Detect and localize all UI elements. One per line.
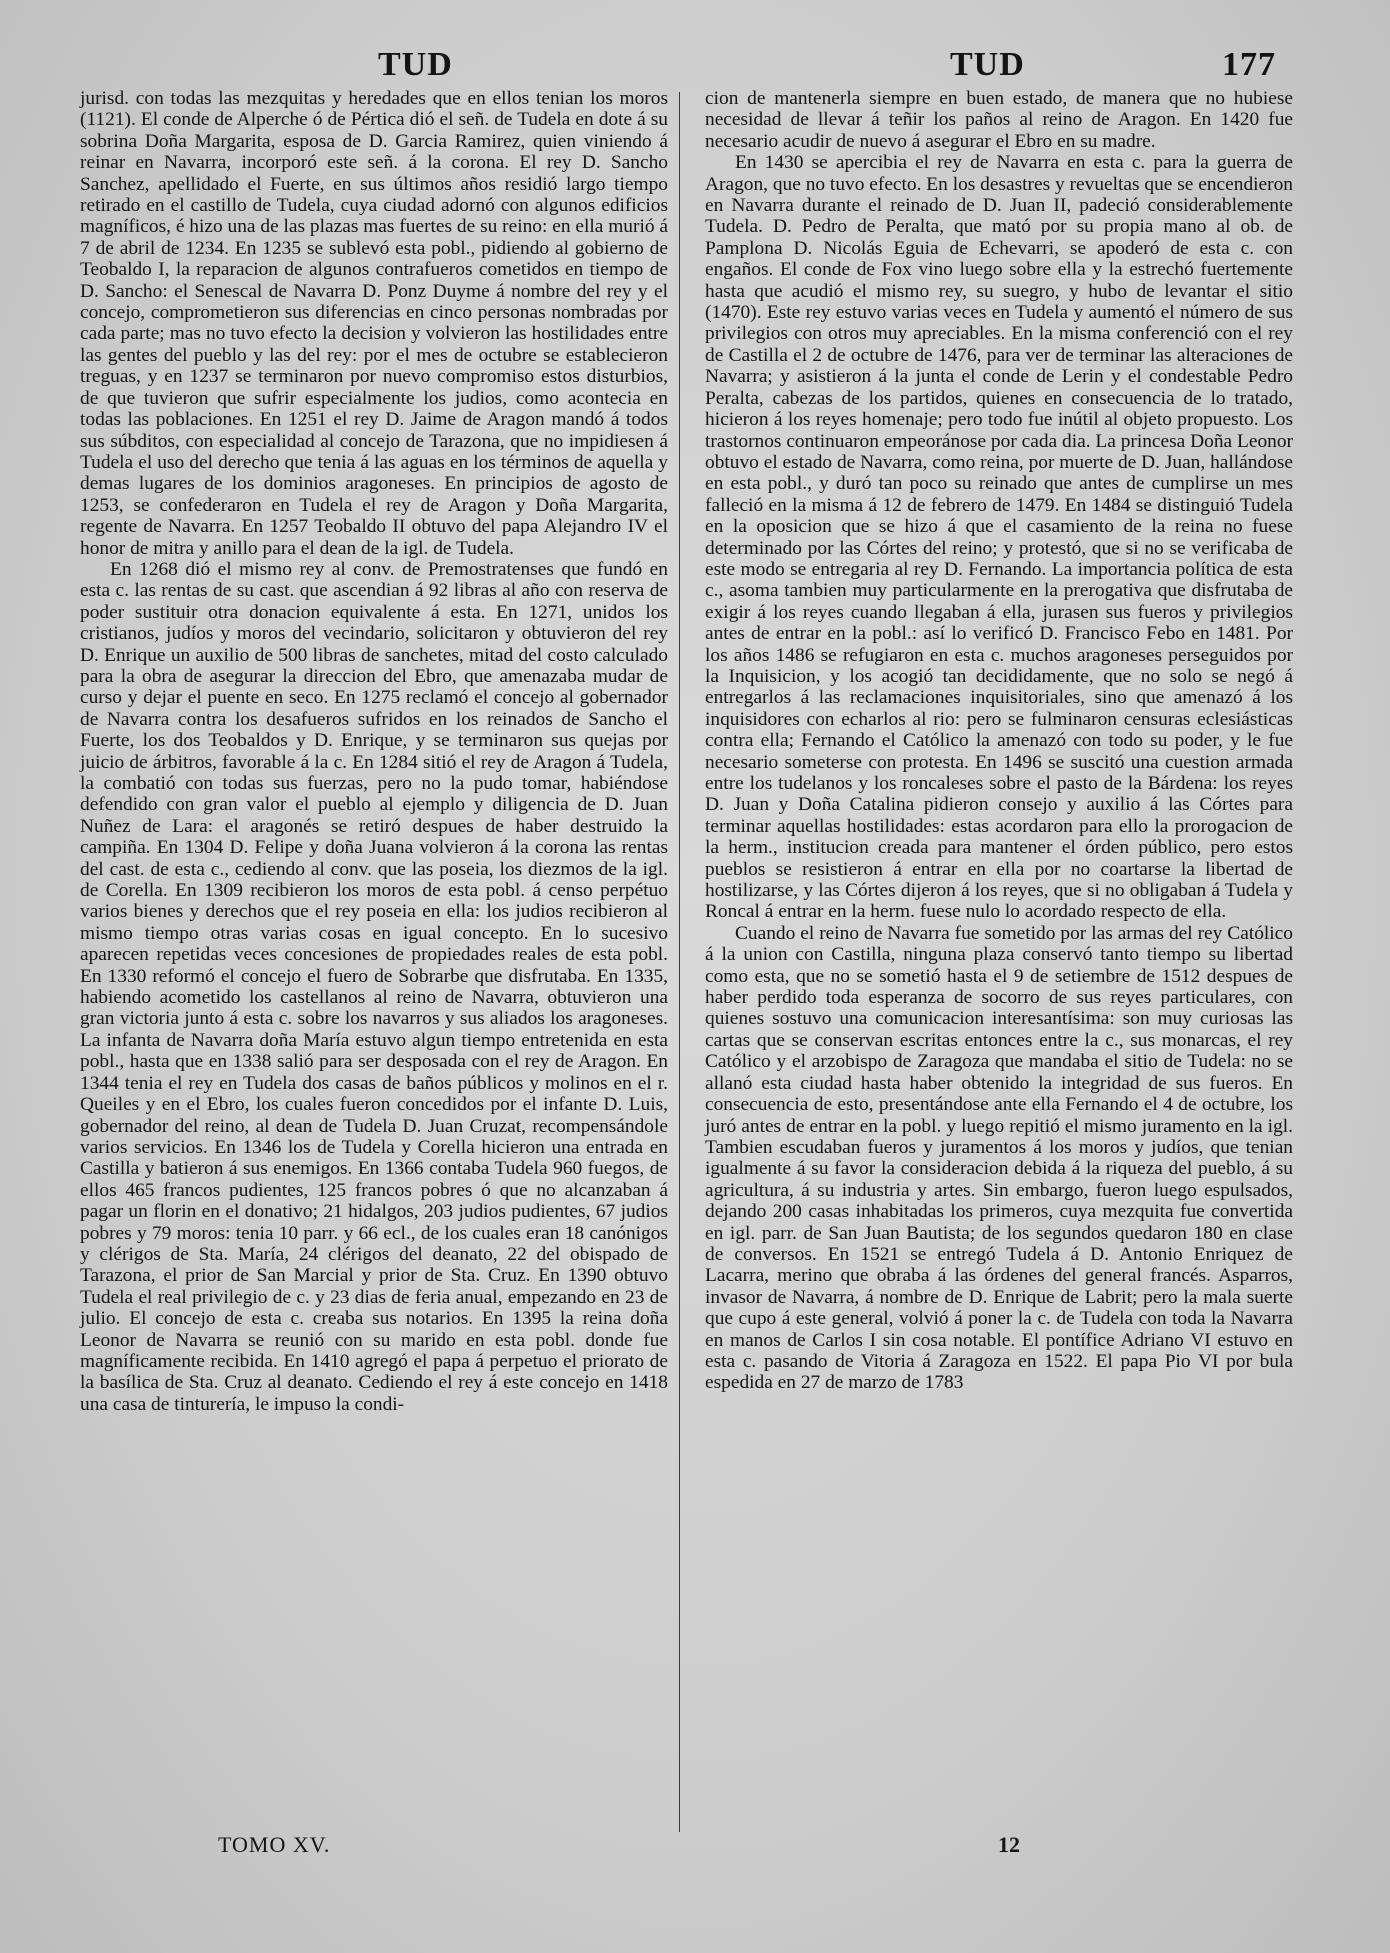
running-head-right: TUD bbox=[950, 46, 1025, 83]
right-text-column bbox=[705, 88, 1293, 1394]
page-number: 177 bbox=[1222, 46, 1276, 83]
paragraph: Cuando el reino de Navarra fue sometido por las armas del rey Católico á la union con Castilla, ninguna plaza conservó tanto tiempo su libertad como esta, que no se sometió hasta el 9 de setiembre de 1512 despues de haber perdido toda esperanza de socorro de sus reyes particulares, con quienes sostuvo una comunicacion interesantísima: son muy curiosas las cartas que se conservan escritas entonces entre la c., sus monarcas, el rey Católico y el arzobispo de Zaragoza que mandaba el sitio de Tudela: no se allanó esta ciudad hasta haber obtenido la integridad de sus fueros. En consecuencia de esto, presentándose ante ella Fernando el 4 de octubre, los juró antes de entrar en la pobl. y luego repitió el mismo juramento en la igl. Tambien escudaban fueros y juramentos á los moros y judíos, que tenian igualmente á su favor la consideracion debida á la riqueza del pueblo, á su agricultura, á su industria y artes. Sin embargo, fueron luego espulsados, dejando 200 casas inhabitadas los primeros, cuya mezquita fue convertida en igl. parr. de San Juan Bautista; de los segundos quedaron 180 en clase de conversos. En 1521 se entregó Tudela á D. Antonio Enriquez de Lacarra, merino que obraba á las órdenes del general francés. Asparros, invasor de Navarra, á nombre de D. Enrique de Labrit; pero la mala suerte que cupo á este general, volvió á poner la c. de Tudela con toda la Navarra en manos de Carlos I sin cosa notable. El pontífice Adriano VI estuvo en esta c. pasando de Vitoria á Zaragoza en 1522. El papa Pio VI por bula espedida en 27 de marzo de 1783 bbox=[705, 922, 1293, 1394]
column-divider bbox=[679, 92, 680, 1832]
paragraph: cion de mantenerla siempre en buen estado, de manera que no hubiese necesidad de llevar á teñir los paños al reino de Aragon. En 1420 fue necesario acudir de nuevo á asegurar el Ebro en su madre. bbox=[705, 88, 1293, 152]
paragraph: En 1430 se apercibia el rey de Navarra en esta c. para la guerra de Aragon, que no tuvo efecto. En los desastres y revueltas que se encendieron en Navarra durante el reinado de D. Juan II, padeció considerablemente Tudela. D. Pedro de Peralta, que mató por su propia mano al ob. de Pamplona D. Nicolás Eguia de Echevarri, se apoderó de esta c. con engaños. El conde de Fox vino luego sobre ella y la estrechó fuertemente hasta que acudió el mismo rey, su suegro, y hubo de levantar el sitio (1470). Este rey estuvo varias veces en Tudela y aumentó el número de sus privilegios con otros muy apreciables. En la misma conferenció con el rey de Castilla el 2 de octubre de 1476, para ver de terminar las alteraciones de Navarra; y asistieron á la junta el conde de Lerin y el condestable Pedro Peralta, cabezas de los partidos, quienes en consecuencia de lo tratado, hicieron á los reyes homenaje; pero todo fue inútil al objeto propuesto. Los trastornos continuaron empeoránose por cada dia. La princesa Doña Leonor obtuvo el estado de Navarra, como reina, por muerte de D. Juan, hallándose en esta pobl., y duró tan poco su reinado que antes de cumplirse un mes falleció en la misma á 12 de febrero de 1479. En 1484 se distinguió Tudela en la oposicion que se hizo á que el casamiento de la reina no fuese determinado por las Córtes del reino; y protestó, que si no se verificaba de este modo se entregaria al rey D. Fernando. La importancia política de esta c., asoma tambien muy particularmente en la prerogativa que disfrutaba de exigir á los reyes cuando llegaban á ella, jurasen sus fueros y privilegios antes de entrar en la pobl.: así lo verificó D. Francisco Febo en 1481. Por los años 1486 se refugiaron en esta c. muchos aragoneses perseguidos por la Inquisicion, y los acogió tan decididamente, que no solo se negó á entregarlos á las reclamaciones inquisitoriales, sino que amenazó á los inquisidores con echarlos al rio: pero se fulminaron censuras eclesiásticas contra ella; Fernando el Católico la amenazó con todo su poder, y le fue necesario someterse con protesta. En 1496 se suscitó una cuestion armada entre los tudelanos y los roncaleses sobre el pasto de la Bárdena: los reyes D. Juan y Doña Catalina pidieron consejo y auxilio á las Córtes para terminar aquellas hostilidades: estas acordaron para ello la prorogacion de la herm., institucion creada para mantener el órden público, pero estos pueblos se resistieron á entrar en ella por no coartarse la libertad de hostilizarse, y las Córtes dijeron á los reyes, que si no obligaban á Tudela y Roncal á entrar en la herm. fuese nulo lo acordado respecto de ella. bbox=[705, 152, 1293, 923]
signature-mark: 12 bbox=[998, 1832, 1020, 1857]
paragraph: En 1268 dió el mismo rey al conv. de Premostratenses que fundó en esta c. las rentas de su cast. que ascendian á 92 libras al año con reserva de poder sustituir otra donacion equivalente á esta. En 1271, unidos los cristianos, judíos y moros del vecindario, solicitaron y obtuvieron del rey D. Enrique un auxilio de 500 libras de sanchetes, mitad del costo calculado para la obra de asegurar la direccion del Ebro, que amenazaba mudar de curso y dejar el puente en seco. En 1275 reclamó el concejo al gobernador de Navarra contra los desafueros sufridos en los reinados de Sancho el Fuerte, los dos Teobaldos y D. Enrique, y se terminaron sus quejas por juicio de árbitros, favorable á la c. En 1284 sitió el rey de Aragon á Tudela, la combatió con todas sus fuerzas, pero no la pudo tomar, habiéndose defendido con gran valor el pueblo al ejemplo y diligencia de D. Juan Nuñez de Lara: el aragonés se retiró despues de haber destruido la campiña. En 1304 D. Felipe y doña Juana volvieron á la corona las rentas del cast. de esta c., cediendo al conv. que las poseia, los diezmos de la igl. de Corella. En 1309 recibieron los moros de esta pobl. á censo perpétuo varios bienes y derechos que el rey poseia en ella: los judios recibieron al mismo tiempo otras varias cosas en igual concepto. En lo sucesivo aparecen repetidas veces concesiones de propiedades reales de esta pobl. En 1330 reformó el concejo el fuero de Sobrarbe que disfrutaba. En 1335, habiendo acometido los castellanos al reino de Navarra, obtuvieron una gran victoria junto á esta c. sobre los navarros y sus aliados los aragoneses. La infanta de Navarra doña María estuvo algun tiempo entretenida en esta pobl., hasta que en 1338 salió para ser desposada con el rey de Aragon. En 1344 tenia el rey en Tudela dos casas de baños públicos y molinos en el r. Queiles y en el Ebro, los cuales fueron concedidos por el infante D. Luis, gobernador del reino, al dean de Tudela D. Juan Cruzat, recompensándole varios servicios. En 1346 los de Tudela y Corella hicieron una entrada en Castilla y batieron á sus enemigos. En 1366 contaba Tudela 960 fuegos, de ellos 465 francos pudientes, 125 francos pobres ó que no alcanzaban á pagar un florin en el donativo; 21 hidalgos, 203 judios pudientes, 67 judios pobres y 79 moros: tenia 10 parr. y 66 ecl., de los cuales eran 18 canónigos y clérigos de Sta. María, 24 clérigos del deanato, 22 del obispado de Tarazona, el prior de San Marcial y prior de Sta. Cruz. En 1390 obtuvo Tudela el real privilegio de c. y 23 dias de feria anual, empezando en 23 de julio. El concejo de esta c. creaba sus notarios. En 1395 la reina doña Leonor de Navarra se reunió con su marido en esta pobl. donde fue magníficamente recibida. En 1410 agregó el papa á perpetuo el priorato de la basílica de Sta. Cruz al deanato. Cediendo el rey á este concejo en 1418 una casa de tinturería, le impuso la condi- bbox=[80, 558, 668, 1415]
volume-footer: TOMO XV. bbox=[218, 1832, 331, 1857]
running-head-left: TUD bbox=[378, 46, 453, 83]
paragraph: jurisd. con todas las mezquitas y heredades que en ellos tenian los moros (1121). El conde de Alperche ó de Pértica dió el señ. de Tudela en dote á su sobrina Doña Margarita, esposa de D. Garcia Ramirez, quien viniendo á reinar en Navarra, incorporó este señ. á la corona. El rey D. Sancho Sanchez, apellidado el Fuerte, en sus últimos años residió largo tiempo retirado en el castillo de Tudela, cuya ciudad adornó con algunos edificios magníficos, é hizo una de las plazas mas fuertes de su reino: en ella murió á 7 de abril de 1234. En 1235 se sublevó esta pobl., pidiendo al gobierno de Teobaldo I, la reparacion de algunos contrafueros cometidos en tiempo de D. Sancho: el Senescal de Navarra D. Ponz Duyme á nombre del rey y el concejo, comprometieron sus diferencias en cinco personas nombradas por cada parte; mas no tuvo efecto la decision y volvieron las hostilidades entre las gentes del pueblo y las del rey: por el mes de octubre se establecieron treguas, y en 1237 se terminaron por nuevo compromiso estos disturbios, de que tuvieron que sufrir especialmente los judios, como acontecia en todas las poblaciones. En 1251 el rey D. Jaime de Aragon mandó á todos sus súbditos, con especialidad al concejo de Tarazona, que no impidiesen á Tudela el uso del derecho que tenia á las aguas en los términos de aquella y demas lugares de los dominios aragoneses. En principios de agosto de 1253, se confederaron en Tudela el rey de Aragon y Doña Margarita, regente de Navarra. En 1257 Teobaldo II obtuvo del papa Alejandro IV el honor de mitra y anillo para el dean de la igl. de Tudela. bbox=[80, 88, 668, 559]
left-text-column bbox=[80, 88, 668, 1415]
